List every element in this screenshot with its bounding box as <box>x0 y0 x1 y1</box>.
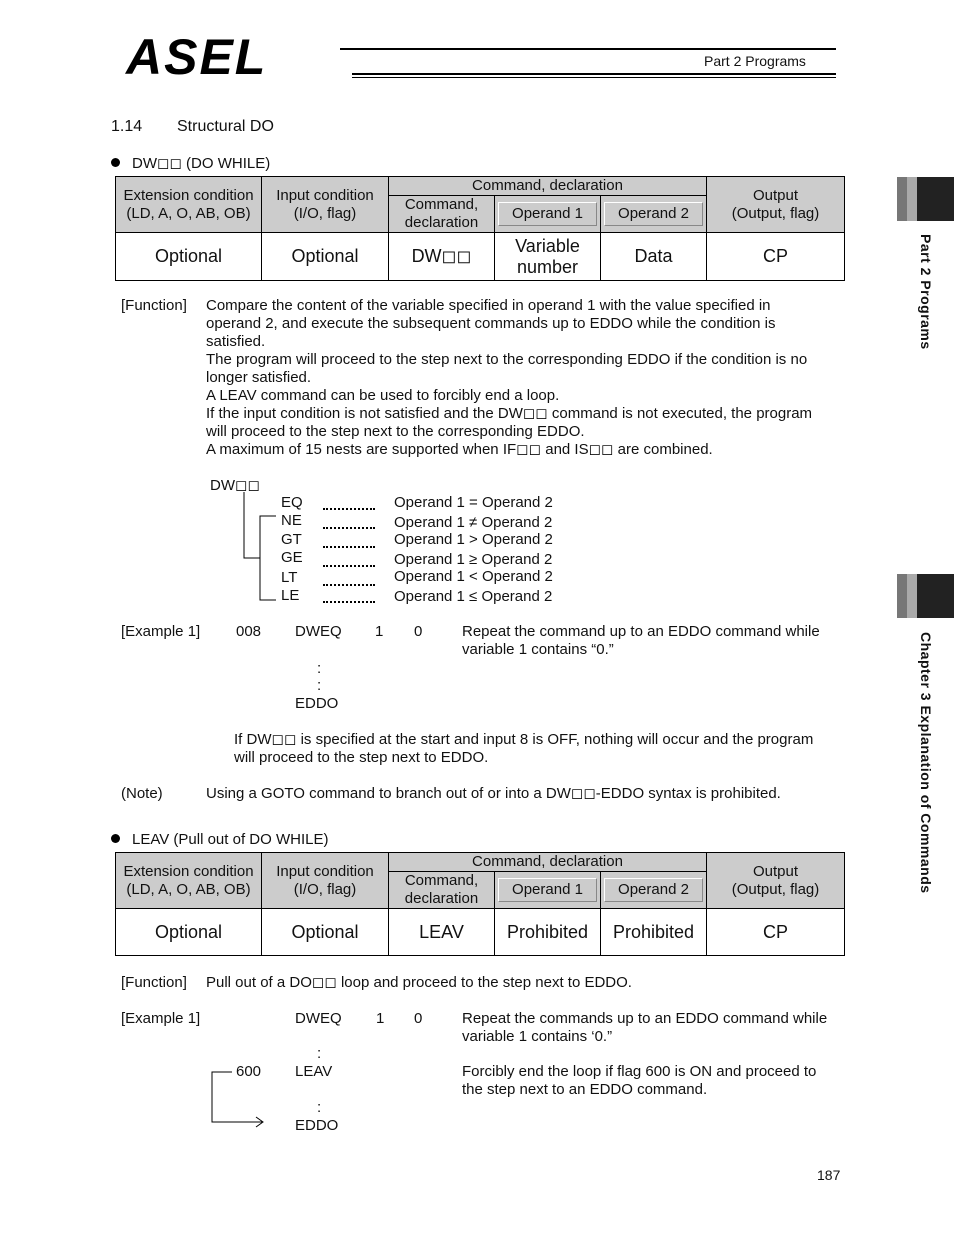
cond-code-lt: LT <box>281 569 298 586</box>
dw-example-input: 008 <box>236 623 262 640</box>
dw-h-out: Output (Output, flag) <box>707 177 845 233</box>
leav-h-op1 <box>495 872 601 909</box>
dw-v-cmd: DW◻◻ <box>389 233 495 281</box>
leav-example-label: [Example 1] <box>121 1010 201 1027</box>
dw-example-colon: : <box>317 677 322 694</box>
dw-bullet-text: DW◻◻ (DO WHILE) <box>132 155 271 172</box>
leav-function-text: Pull out of a DO◻◻ loop and proceed to the step next to EDDO. <box>206 974 632 991</box>
leav-v-op1: Prohibited <box>495 909 601 956</box>
leav-jump-arrow <box>208 1068 268 1130</box>
bullet-icon <box>111 834 120 843</box>
dw-function-line: longer satisfied. <box>206 369 312 386</box>
dotted-leader <box>323 508 375 510</box>
part-tab-label: Part 2 Programs <box>918 234 934 350</box>
dw-function-line: Compare the content of the variable specified in operand 1 with the value specified in <box>206 297 771 314</box>
dw-example-colon: : <box>317 660 322 677</box>
dw-h-op2-label: Operand 2 <box>604 202 703 226</box>
leav-h-cmd: Command, declaration <box>389 872 495 909</box>
dw-example-note: If DW◻◻ is specified at the start and input 8 is OFF, nothing will occur and the program will proceed to the step next to EDDO. <box>234 731 814 766</box>
leav-bullet <box>111 831 328 849</box>
dw-function-line: If the input condition is not satisfied and the DW◻◻ command is not executed, the program <box>206 405 813 422</box>
bullet-icon <box>111 158 120 167</box>
diagram-bracket <box>236 492 280 604</box>
leav-bullet-text: LEAV (Pull out of DO WHILE) <box>132 831 329 848</box>
dw-h-cmd-group: Command, declaration <box>389 177 707 196</box>
dw-v-ext: Optional <box>116 233 262 281</box>
leav-h-op2 <box>601 872 707 909</box>
dw-example-op2: 0 <box>414 623 423 640</box>
dw-v-op2: Data <box>601 233 707 281</box>
cond-meaning-eq: Operand 1 = Operand 2 <box>394 494 553 511</box>
leav-h-op1-label: Operand 1 <box>498 878 597 902</box>
leav-example-desc2: Forcibly end the loop if flag 600 is ON and proceed to the step next to an EDDO command. <box>462 1063 817 1098</box>
header-rule-top <box>340 48 836 50</box>
dw-h-in: Input condition (I/O, flag) <box>262 177 389 233</box>
dw-v-out: CP <box>707 233 845 281</box>
dw-h-op1-label: Operand 1 <box>498 202 597 226</box>
dw-function-line: operand 2, and execute the subsequent commands up to EDDO while the condition is <box>206 315 776 332</box>
dw-example-op1: 1 <box>375 623 384 640</box>
dw-function-line: satisfied. <box>206 333 266 350</box>
section-title: Structural DO <box>177 118 274 135</box>
diagram-root: DW◻◻ <box>210 477 260 494</box>
dw-function-text <box>206 297 846 459</box>
cond-code-ge: GE <box>281 549 303 566</box>
leav-h-out: Output (Output, flag) <box>707 853 845 909</box>
leav-v-in: Optional <box>262 909 389 956</box>
dw-example-label: [Example 1] <box>121 623 201 640</box>
cond-meaning-gt: Operand 1 > Operand 2 <box>394 531 553 548</box>
leav-example-leav: LEAV <box>295 1063 333 1080</box>
dw-note-label: (Note) <box>121 785 163 802</box>
leav-example-cmd: DWEQ <box>295 1010 342 1027</box>
leav-h-ext: Extension condition (LD, A, O, AB, OB) <box>116 853 262 909</box>
dotted-leader <box>323 601 375 603</box>
dw-h-op2 <box>601 196 707 233</box>
leav-function-label: [Function] <box>121 974 187 991</box>
leav-v-cmd: LEAV <box>389 909 495 956</box>
chapter-tab-label: Chapter 3 Explanation of Commands <box>918 632 934 894</box>
dw-function-line: The program will proceed to the step next to the corresponding EDDO if the condition is no <box>206 351 808 368</box>
chapter-tab-marker <box>897 574 954 618</box>
leav-example-flag: 600 <box>236 1063 262 1080</box>
dw-v-in: Optional <box>262 233 389 281</box>
dotted-leader <box>323 584 375 586</box>
leav-v-op2: Prohibited <box>601 909 707 956</box>
cond-code-eq: EQ <box>281 494 303 511</box>
dw-example-end: EDDO <box>295 695 339 712</box>
dotted-leader <box>323 565 375 567</box>
dw-spec-table <box>115 176 845 281</box>
dw-example-desc: Repeat the command up to an EDDO command while variable 1 contains “0.” <box>462 623 820 658</box>
leav-example-desc1: Repeat the commands up to an EDDO command while variable 1 contains ‘0.” <box>462 1010 828 1045</box>
header-part-label: Part 2 Programs <box>704 53 806 69</box>
leav-example-op2: 0 <box>414 1010 423 1027</box>
part-tab-marker <box>897 177 954 221</box>
leav-spec-table <box>115 852 845 956</box>
dotted-leader <box>323 546 375 548</box>
dw-h-op1 <box>495 196 601 233</box>
dw-h-ext: Extension condition (LD, A, O, AB, OB) <box>116 177 262 233</box>
section-number: 1.14 <box>111 118 143 135</box>
header-rule-mid <box>352 73 836 75</box>
leav-h-cmd-group: Command, declaration <box>389 853 707 872</box>
leav-example-op1: 1 <box>376 1010 385 1027</box>
page-number: 187 <box>817 1167 841 1183</box>
dw-function-line: A LEAV command can be used to forcibly end a loop. <box>206 387 560 404</box>
dw-function-label: [Function] <box>121 297 187 314</box>
leav-example-end: EDDO <box>295 1117 339 1134</box>
dw-bullet <box>111 155 270 173</box>
leav-example-colon: : <box>317 1099 322 1116</box>
dw-function-line: A maximum of 15 nests are supported when IF◻◻ and IS◻◻ are combined. <box>206 441 713 458</box>
cond-meaning-lt: Operand 1 < Operand 2 <box>394 568 553 585</box>
cond-meaning-ne: Operand 1 ≠ Operand 2 <box>394 514 553 531</box>
dw-v-op1: Variable number <box>495 233 601 281</box>
cond-code-gt: GT <box>281 531 302 548</box>
leav-h-op2-label: Operand 2 <box>604 878 703 902</box>
leav-example-colon: : <box>317 1045 322 1062</box>
header-rule-bottom <box>352 77 836 78</box>
dotted-leader <box>323 527 375 529</box>
leav-h-in: Input condition (I/O, flag) <box>262 853 389 909</box>
dw-function-line: will proceed to the step next to the corresponding EDDO. <box>206 423 585 440</box>
dw-example-cmd: DWEQ <box>295 623 342 640</box>
leav-v-ext: Optional <box>116 909 262 956</box>
cond-meaning-ge: Operand 1 ≥ Operand 2 <box>394 551 553 568</box>
dw-note-text: Using a GOTO command to branch out of or into a DW◻◻-EDDO syntax is prohibited. <box>206 785 781 802</box>
asel-logo: ASEL <box>126 29 268 85</box>
dw-h-cmd: Command, declaration <box>389 196 495 233</box>
cond-code-le: LE <box>281 587 300 604</box>
cond-meaning-le: Operand 1 ≤ Operand 2 <box>394 588 553 605</box>
cond-code-ne: NE <box>281 512 302 529</box>
leav-v-out: CP <box>707 909 845 956</box>
